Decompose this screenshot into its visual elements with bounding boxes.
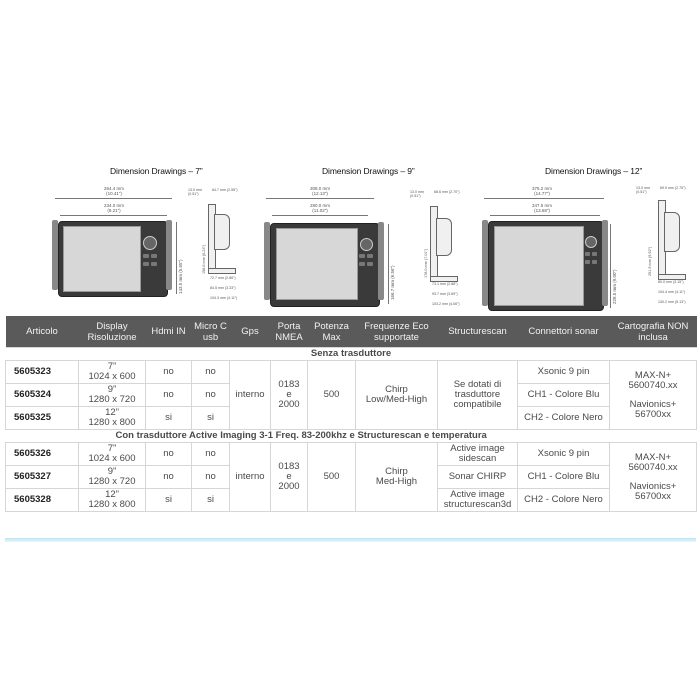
header-connettori: Connettori sonar [518, 316, 610, 348]
table-row: 5605323 7” 1024 x 600 no no interno 0183 e 2000 500 Chirp Low/Med-High Se dotati di trasduttore compatibile Xsonic 9 pin MAX-N+ 5600740.xx Navionics+ 56700xx [6, 361, 697, 384]
header-display: Display Risoluzione [79, 316, 146, 348]
section-title-1: Senza trasduttore [6, 348, 697, 361]
table-row: 5605326 7” 1024 x 600 no no interno 0183 e 2000 500 Chirp Med-High Active image sidescan Xsonic 9 pin MAX-N+ 5600740.xx Navionics+ 56700xx [6, 443, 697, 466]
side-view-12: 13.0 mm (0.51”) 69.9 mm (2.75”) 80.0 mm (3.15”) 104.4 mm (4.11”) 130.2 mm (5.13”) [636, 186, 686, 304]
table-row: 5605325 12” 1280 x 800 si si CH2 - Colore Nero [6, 407, 697, 430]
dim-7-w2: 234.0 mm (9.21”) [103, 203, 124, 213]
dim-9-w1: 308.0 mm (12.13”) [309, 186, 330, 196]
rotary-knob-9 [360, 238, 373, 251]
dim-9-h1: 166.7 mm (6.56”) [390, 265, 395, 300]
drawing-title-9: Dimension Drawings – 9” [322, 166, 415, 176]
header-gps: Gps [230, 316, 271, 348]
rotary-knob-7 [143, 236, 157, 250]
header-potenza: Potenza Max [308, 316, 356, 348]
screen-12 [494, 226, 584, 306]
dim-12-w1: 375.2 mm (14.77”) [531, 186, 552, 196]
table-row: 5605324 9” 1280 x 720 no no CH1 - Colore Blu [6, 384, 697, 407]
screen-7 [63, 226, 141, 292]
screen-9 [276, 228, 358, 300]
drawing-title-7: Dimension Drawings – 7” [110, 166, 203, 176]
header-porta: Porta NMEA [271, 316, 308, 348]
table-header-row [6, 316, 697, 348]
header-micro: Micro C usb [192, 316, 230, 348]
table-row: 5605327 9” 1280 x 720 no no Sonar CHIRP CH1 - Colore Blu [6, 466, 697, 489]
header-cartografia: Cartografia NON inclusa [610, 316, 697, 348]
table-row: 5605328 12” 1280 x 800 si si Active image structurescan3d CH2 - Colore Nero [6, 489, 697, 512]
drawing-title-12: Dimension Drawings – 12” [545, 166, 643, 176]
header-frequenze: Frequenze Eco supportate [356, 316, 438, 348]
bottom-accent-bar [5, 538, 696, 542]
dim-12-w2: 347.5 mm (13.68”) [531, 203, 552, 213]
dim-7-h1: 143.5 mm (5.65”) [178, 259, 183, 294]
dim-9-w2: 280.0 mm (11.02”) [309, 203, 330, 213]
header-articolo: Articolo [6, 316, 79, 348]
rotary-knob-12 [585, 236, 597, 248]
header-hdmi: Hdmi IN [146, 316, 192, 348]
header-structurescan: Structurescan [438, 316, 518, 348]
dim-7-w1: 264.4 mm (10.41”) [103, 186, 124, 196]
section-title-2: Con trasduttore Active Imaging 3-1 Freq. 83-200khz e Structurescan e temperatura [6, 430, 697, 443]
dim-12-h1: 228.5 mm (9.00”) [612, 269, 617, 304]
side-view-9: 13.0 mm (0.51”) 68.6 mm (2.70”) 73.1 mm (2.88”) 93.7 mm (3.69”) 103.2 mm (4.06”) [410, 190, 460, 306]
side-view-7: 13.0 mm (0.51”) 64.7 mm (2.55”) 72.7 mm (2.86”) 84.5 mm (3.33”) 104.3 mm (4.11”) [188, 188, 238, 300]
dimension-drawings: Dimension Drawings – 7” 264.4 mm (10.41”) 234.0 mm (9.21”) 143.5 mm (5.65”) 13.0 mm (0.51”) 64.7 mm (2.55”) 72.7 mm (2.86”) 84.5 mm (3.33”) 104.3 mm (4.11”) 158.6 mm (6.24”) Dimension Drawings – 9” 308.0 mm (12.13”) 280.0 mm (11.02”) 166.7 mm (6.56”) 13.0 mm (0.51”) 68.6 mm (2.70”) 73.1 mm (2.88”) 93.7 mm (3.69”) 103.2 mm (4.06”) 178.0 mm (7.01”) Dimension Drawings – 12” 375.2 mm (14.77”) 347.5 mm (13.68”) 228.5 mm (9.00”) 13.0 mm (0.51”) 69.9 mm (2.75”) 80.0 mm (3.15”) 104.4 mm (4.11”) 130.2 mm (5.13”) 251.9 mm (9.92”) [0, 150, 700, 320]
spec-table [5, 316, 697, 512]
